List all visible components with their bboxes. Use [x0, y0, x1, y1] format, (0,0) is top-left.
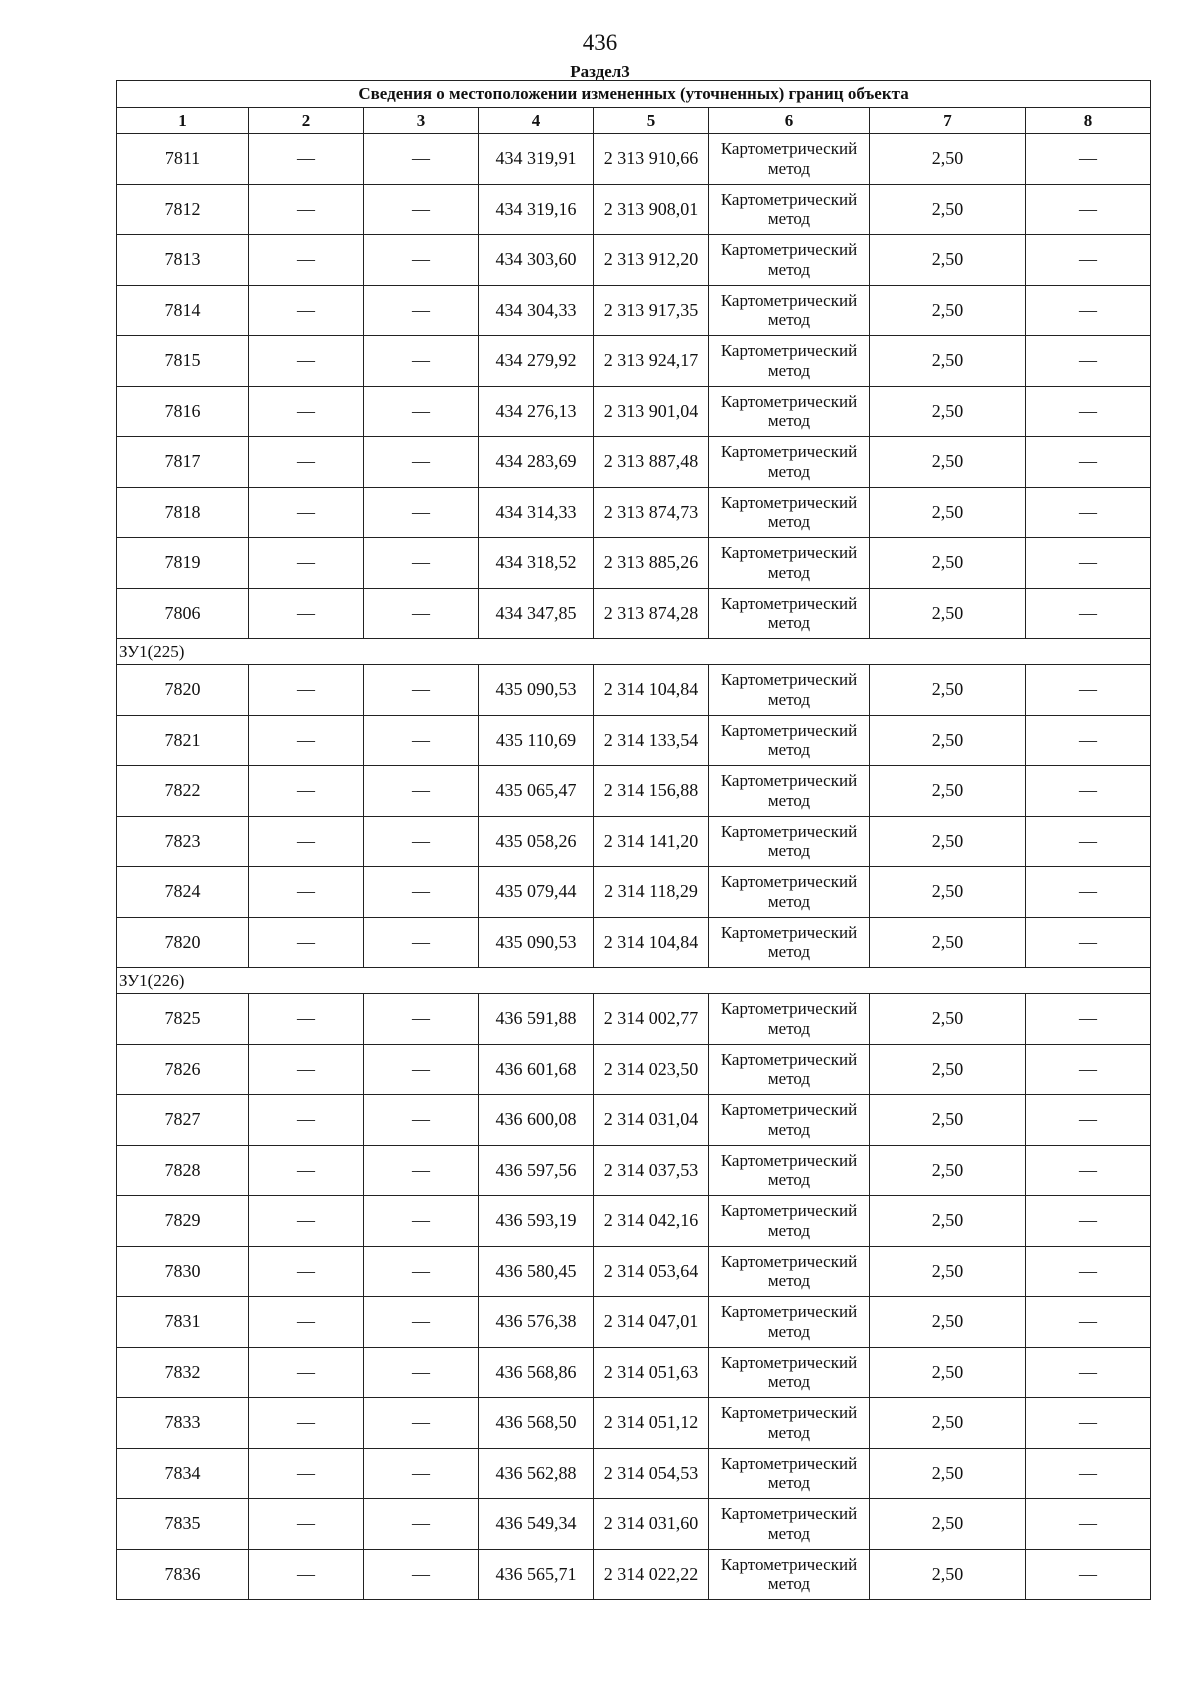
col3-empty: —	[364, 386, 479, 437]
table-row	[117, 1448, 1151, 1499]
precision: 2,50	[870, 1398, 1026, 1449]
coord-y: 2 313 887,48	[594, 437, 709, 488]
point-number: 7835	[117, 1499, 249, 1550]
coord-x: 434 279,92	[479, 336, 594, 387]
col2-empty: —	[249, 336, 364, 387]
precision: 2,50	[870, 386, 1026, 437]
col2-empty: —	[249, 1044, 364, 1095]
precision: 2,50	[870, 766, 1026, 817]
col3-empty: —	[364, 336, 479, 387]
col8-empty: —	[1026, 336, 1151, 387]
table-row	[117, 665, 1151, 716]
col3-empty: —	[364, 184, 479, 235]
coord-x: 436 562,88	[479, 1448, 594, 1499]
table-row	[117, 766, 1151, 817]
table-row	[117, 134, 1151, 185]
coord-x: 434 303,60	[479, 235, 594, 286]
col3-empty: —	[364, 1095, 479, 1146]
col2-empty: —	[249, 184, 364, 235]
method: Картометрический метод	[709, 487, 870, 538]
method: Картометрический метод	[709, 715, 870, 766]
point-number: 7825	[117, 994, 249, 1045]
column-number-4: 4	[479, 108, 594, 134]
precision: 2,50	[870, 867, 1026, 918]
table-title: Сведения о местоположении измененных (уточненных) границ объекта	[117, 81, 1151, 108]
point-number: 7834	[117, 1448, 249, 1499]
coord-y: 2 314 042,16	[594, 1196, 709, 1247]
coord-y: 2 313 901,04	[594, 386, 709, 437]
col3-empty: —	[364, 917, 479, 968]
table-row	[117, 588, 1151, 639]
column-number-3: 3	[364, 108, 479, 134]
method: Картометрический метод	[709, 1095, 870, 1146]
coord-x: 434 319,16	[479, 184, 594, 235]
col3-empty: —	[364, 816, 479, 867]
col2-empty: —	[249, 1448, 364, 1499]
col2-empty: —	[249, 1196, 364, 1247]
col2-empty: —	[249, 665, 364, 716]
column-number-7: 7	[870, 108, 1026, 134]
coord-y: 2 314 104,84	[594, 665, 709, 716]
col8-empty: —	[1026, 994, 1151, 1045]
col3-empty: —	[364, 1196, 479, 1247]
method: Картометрический метод	[709, 1499, 870, 1550]
group-row	[117, 968, 1151, 994]
coord-x: 436 568,50	[479, 1398, 594, 1449]
col2-empty: —	[249, 1297, 364, 1348]
coord-x: 434 283,69	[479, 437, 594, 488]
coord-y: 2 314 133,54	[594, 715, 709, 766]
point-number: 7820	[117, 917, 249, 968]
precision: 2,50	[870, 715, 1026, 766]
method: Картометрический метод	[709, 1549, 870, 1600]
point-number: 7817	[117, 437, 249, 488]
table-row	[117, 917, 1151, 968]
col2-empty: —	[249, 588, 364, 639]
col3-empty: —	[364, 487, 479, 538]
precision: 2,50	[870, 816, 1026, 867]
coord-y: 2 314 118,29	[594, 867, 709, 918]
col3-empty: —	[364, 665, 479, 716]
coord-x: 435 065,47	[479, 766, 594, 817]
precision: 2,50	[870, 336, 1026, 387]
col8-empty: —	[1026, 715, 1151, 766]
table-row	[117, 1549, 1151, 1600]
point-number: 7831	[117, 1297, 249, 1348]
point-number: 7828	[117, 1145, 249, 1196]
coord-x: 434 276,13	[479, 386, 594, 437]
coord-y: 2 314 051,12	[594, 1398, 709, 1449]
group-label: ЗУ1(225)	[117, 639, 1151, 665]
col2-empty: —	[249, 134, 364, 185]
method: Картометрический метод	[709, 336, 870, 387]
method: Картометрический метод	[709, 1448, 870, 1499]
precision: 2,50	[870, 1297, 1026, 1348]
col3-empty: —	[364, 1549, 479, 1600]
coord-x: 434 318,52	[479, 538, 594, 589]
method: Картометрический метод	[709, 994, 870, 1045]
col3-empty: —	[364, 1246, 479, 1297]
col8-empty: —	[1026, 867, 1151, 918]
point-number: 7827	[117, 1095, 249, 1146]
point-number: 7829	[117, 1196, 249, 1247]
col8-empty: —	[1026, 285, 1151, 336]
col2-empty: —	[249, 1145, 364, 1196]
col3-empty: —	[364, 867, 479, 918]
point-number: 7814	[117, 285, 249, 336]
coord-x: 436 600,08	[479, 1095, 594, 1146]
coord-y: 2 314 051,63	[594, 1347, 709, 1398]
coord-y: 2 313 874,28	[594, 588, 709, 639]
coord-y: 2 313 924,17	[594, 336, 709, 387]
coord-y: 2 314 053,64	[594, 1246, 709, 1297]
group-label: ЗУ1(226)	[117, 968, 1151, 994]
col2-empty: —	[249, 715, 364, 766]
table-row	[117, 994, 1151, 1045]
table-row	[117, 1095, 1151, 1146]
col2-empty: —	[249, 437, 364, 488]
point-number: 7806	[117, 588, 249, 639]
table-row	[117, 1044, 1151, 1095]
col8-empty: —	[1026, 1095, 1151, 1146]
col2-empty: —	[249, 1549, 364, 1600]
col8-empty: —	[1026, 1448, 1151, 1499]
col3-empty: —	[364, 1347, 479, 1398]
col8-empty: —	[1026, 665, 1151, 716]
col3-empty: —	[364, 1297, 479, 1348]
precision: 2,50	[870, 1246, 1026, 1297]
col2-empty: —	[249, 766, 364, 817]
table-body	[117, 134, 1151, 1600]
table-row	[117, 715, 1151, 766]
coord-y: 2 314 022,22	[594, 1549, 709, 1600]
coord-y: 2 314 031,04	[594, 1095, 709, 1146]
col3-empty: —	[364, 1044, 479, 1095]
table-row	[117, 285, 1151, 336]
table-row	[117, 1297, 1151, 1348]
col2-empty: —	[249, 1499, 364, 1550]
col2-empty: —	[249, 1095, 364, 1146]
precision: 2,50	[870, 1347, 1026, 1398]
point-number: 7823	[117, 816, 249, 867]
col8-empty: —	[1026, 588, 1151, 639]
coord-x: 436 601,68	[479, 1044, 594, 1095]
col8-empty: —	[1026, 1044, 1151, 1095]
coord-x: 434 304,33	[479, 285, 594, 336]
method: Картометрический метод	[709, 665, 870, 716]
col3-empty: —	[364, 1448, 479, 1499]
precision: 2,50	[870, 538, 1026, 589]
coord-x: 436 576,38	[479, 1297, 594, 1348]
col2-empty: —	[249, 386, 364, 437]
method: Картометрический метод	[709, 1196, 870, 1247]
point-number: 7821	[117, 715, 249, 766]
precision: 2,50	[870, 994, 1026, 1045]
col8-empty: —	[1026, 917, 1151, 968]
method: Картометрический метод	[709, 867, 870, 918]
coord-y: 2 314 002,77	[594, 994, 709, 1045]
table-row	[117, 816, 1151, 867]
precision: 2,50	[870, 1448, 1026, 1499]
col8-empty: —	[1026, 386, 1151, 437]
method: Картометрический метод	[709, 134, 870, 185]
point-number: 7832	[117, 1347, 249, 1398]
precision: 2,50	[870, 1095, 1026, 1146]
coord-x: 435 079,44	[479, 867, 594, 918]
col3-empty: —	[364, 437, 479, 488]
method: Картометрический метод	[709, 184, 870, 235]
col8-empty: —	[1026, 1398, 1151, 1449]
col2-empty: —	[249, 816, 364, 867]
table-row	[117, 1196, 1151, 1247]
page-number: 436	[582, 30, 618, 55]
precision: 2,50	[870, 134, 1026, 185]
precision: 2,50	[870, 1549, 1026, 1600]
coord-y: 2 313 910,66	[594, 134, 709, 185]
col3-empty: —	[364, 715, 479, 766]
col2-empty: —	[249, 487, 364, 538]
coord-y: 2 313 908,01	[594, 184, 709, 235]
precision: 2,50	[870, 1499, 1026, 1550]
precision: 2,50	[870, 285, 1026, 336]
col3-empty: —	[364, 235, 479, 286]
coord-x: 436 568,86	[479, 1347, 594, 1398]
coord-y: 2 314 037,53	[594, 1145, 709, 1196]
col2-empty: —	[249, 867, 364, 918]
point-number: 7816	[117, 386, 249, 437]
table-row	[117, 1347, 1151, 1398]
col8-empty: —	[1026, 1145, 1151, 1196]
col2-empty: —	[249, 1398, 364, 1449]
col3-empty: —	[364, 1145, 479, 1196]
precision: 2,50	[870, 184, 1026, 235]
col2-empty: —	[249, 538, 364, 589]
method: Картометрический метод	[709, 437, 870, 488]
col3-empty: —	[364, 538, 479, 589]
coord-x: 436 597,56	[479, 1145, 594, 1196]
col8-empty: —	[1026, 134, 1151, 185]
coord-y: 2 314 023,50	[594, 1044, 709, 1095]
col3-empty: —	[364, 1398, 479, 1449]
col2-empty: —	[249, 917, 364, 968]
point-number: 7833	[117, 1398, 249, 1449]
column-number-2: 2	[249, 108, 364, 134]
point-number: 7811	[117, 134, 249, 185]
col2-empty: —	[249, 235, 364, 286]
point-number: 7812	[117, 184, 249, 235]
table-row	[117, 1246, 1151, 1297]
coord-y: 2 314 141,20	[594, 816, 709, 867]
method: Картометрический метод	[709, 538, 870, 589]
table-row	[117, 235, 1151, 286]
method: Картометрический метод	[709, 917, 870, 968]
coord-y: 2 313 885,26	[594, 538, 709, 589]
point-number: 7824	[117, 867, 249, 918]
table-row	[117, 437, 1151, 488]
table-row	[117, 538, 1151, 589]
precision: 2,50	[870, 1044, 1026, 1095]
column-number-6: 6	[709, 108, 870, 134]
col8-empty: —	[1026, 235, 1151, 286]
col3-empty: —	[364, 588, 479, 639]
table-row	[117, 1398, 1151, 1449]
coord-x: 435 090,53	[479, 665, 594, 716]
col3-empty: —	[364, 1499, 479, 1550]
col2-empty: —	[249, 1347, 364, 1398]
group-row	[117, 639, 1151, 665]
table-row	[117, 1499, 1151, 1550]
method: Картометрический метод	[709, 386, 870, 437]
table-row	[117, 867, 1151, 918]
table-row	[117, 184, 1151, 235]
coord-x: 435 090,53	[479, 917, 594, 968]
col8-empty: —	[1026, 538, 1151, 589]
table-row	[117, 1145, 1151, 1196]
column-number-8: 8	[1026, 108, 1151, 134]
column-number-1: 1	[117, 108, 249, 134]
col8-empty: —	[1026, 184, 1151, 235]
col3-empty: —	[364, 766, 479, 817]
point-number: 7822	[117, 766, 249, 817]
col8-empty: —	[1026, 487, 1151, 538]
col2-empty: —	[249, 285, 364, 336]
coord-x: 436 580,45	[479, 1246, 594, 1297]
coord-y: 2 314 054,53	[594, 1448, 709, 1499]
method: Картометрический метод	[709, 766, 870, 817]
precision: 2,50	[870, 917, 1026, 968]
col8-empty: —	[1026, 1196, 1151, 1247]
point-number: 7820	[117, 665, 249, 716]
method: Картометрический метод	[709, 1044, 870, 1095]
col3-empty: —	[364, 134, 479, 185]
col3-empty: —	[364, 994, 479, 1045]
column-number-5: 5	[594, 108, 709, 134]
precision: 2,50	[870, 487, 1026, 538]
precision: 2,50	[870, 1196, 1026, 1247]
col3-empty: —	[364, 285, 479, 336]
coord-y: 2 314 047,01	[594, 1297, 709, 1348]
col8-empty: —	[1026, 1499, 1151, 1550]
coord-y: 2 314 031,60	[594, 1499, 709, 1550]
coord-y: 2 314 104,84	[594, 917, 709, 968]
col8-empty: —	[1026, 437, 1151, 488]
coord-x: 434 319,91	[479, 134, 594, 185]
method: Картометрический метод	[709, 816, 870, 867]
coord-x: 435 110,69	[479, 715, 594, 766]
point-number: 7813	[117, 235, 249, 286]
point-number: 7815	[117, 336, 249, 387]
coord-x: 434 314,33	[479, 487, 594, 538]
precision: 2,50	[870, 588, 1026, 639]
col8-empty: —	[1026, 816, 1151, 867]
section-label: Раздел3	[570, 62, 630, 81]
col8-empty: —	[1026, 1347, 1151, 1398]
table-row	[117, 487, 1151, 538]
method: Картометрический метод	[709, 1297, 870, 1348]
coord-x: 436 549,34	[479, 1499, 594, 1550]
col8-empty: —	[1026, 1549, 1151, 1600]
table-row	[117, 336, 1151, 387]
column-number-row	[117, 108, 1151, 134]
method: Картометрический метод	[709, 1246, 870, 1297]
method: Картометрический метод	[709, 285, 870, 336]
coord-y: 2 313 912,20	[594, 235, 709, 286]
col8-empty: —	[1026, 766, 1151, 817]
point-number: 7830	[117, 1246, 249, 1297]
point-number: 7819	[117, 538, 249, 589]
precision: 2,50	[870, 235, 1026, 286]
coord-x: 436 565,71	[479, 1549, 594, 1600]
coord-x: 435 058,26	[479, 816, 594, 867]
col2-empty: —	[249, 994, 364, 1045]
coord-x: 434 347,85	[479, 588, 594, 639]
precision: 2,50	[870, 665, 1026, 716]
col2-empty: —	[249, 1246, 364, 1297]
precision: 2,50	[870, 437, 1026, 488]
point-number: 7826	[117, 1044, 249, 1095]
point-number: 7836	[117, 1549, 249, 1600]
method: Картометрический метод	[709, 1398, 870, 1449]
coord-y: 2 313 917,35	[594, 285, 709, 336]
coord-x: 436 593,19	[479, 1196, 594, 1247]
method: Картометрический метод	[709, 235, 870, 286]
table-row	[117, 386, 1151, 437]
coordinates-table	[116, 80, 1151, 1600]
point-number: 7818	[117, 487, 249, 538]
coord-x: 436 591,88	[479, 994, 594, 1045]
col8-empty: —	[1026, 1297, 1151, 1348]
coord-y: 2 314 156,88	[594, 766, 709, 817]
method: Картометрический метод	[709, 1347, 870, 1398]
precision: 2,50	[870, 1145, 1026, 1196]
coord-y: 2 313 874,73	[594, 487, 709, 538]
method: Картометрический метод	[709, 588, 870, 639]
method: Картометрический метод	[709, 1145, 870, 1196]
col8-empty: —	[1026, 1246, 1151, 1297]
